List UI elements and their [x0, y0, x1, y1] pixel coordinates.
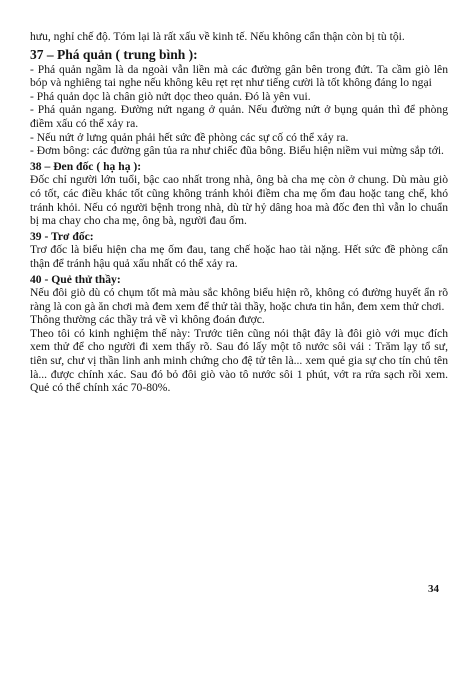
paragraph-dom-bong: - Đơm bông: các đường gân tủa ra như chiếc đũa bông. Biểu hiện niềm vui mừng sắp tới.: [30, 144, 444, 158]
paragraph-tro-doc: Trơ đốc là biểu hiện cha mẹ ốm đau, tang chế hoặc hao tài nặng. Hết sức đề phòng cẩn thận để tránh hậu quả xấu nhất có thể xảy ra.: [30, 243, 448, 270]
paragraph-que-thu-thay: Nếu đôi giò dù có chụm tốt mà màu sắc không biểu hiện rõ, không có đường huyết ẩn rõ ràng là con gà ăn chơi mà đem xem để thử tài thầy, hoặc chưa tin hẳn, đem xem thử chơi.: [30, 286, 448, 313]
section-heading-39: 39 - Trơ đốc:: [30, 229, 94, 243]
paragraph-thong-thuong: Thông thường các thầy trả về vì không đoán được.: [30, 313, 265, 327]
paragraph-pha-quan-ngang: - Phá quản ngang. Đường nứt ngang ở quản. Nếu đường nứt ở bụng quản thì để phòng điềm xấu có thể xảy ra.: [30, 103, 448, 130]
paragraph-pha-quan-doc: - Phá quản dọc là chân giò nứt dọc theo quản. Đó là yên vui.: [30, 89, 311, 103]
section-heading-40: 40 - Quẻ thử thầy:: [30, 272, 121, 286]
page-number: 34: [428, 583, 439, 595]
document-body: [30, 30, 448, 395]
paragraph-pha-quan-ngam: - Phá quản ngầm là da ngoài vẫn liền mà các đường gân bên trong đứt. Ta cầm giò lên bóp và nghiêng tai nghe nếu không kêu rẹt rẹt như tiếng cười là tốt không đáng lo ngại: [30, 62, 448, 90]
section-heading-37: 37 – Phá quản ( trung bình ):: [30, 46, 198, 62]
paragraph-lung-quan: - Nếu nứt ở lưng quản phải hết sức đề phòng các sự cố có thể xảy ra.: [30, 130, 349, 144]
paragraph-kinh-nghiem: Theo tôi có kinh nghiệm thế này: Trước tiên cũng nói thật đây là đôi giò với mục đích xem thử để cho người đi xem thấy rõ. Sau đó lấy một tô nước sôi vái : Trăm lạy tổ sư, tiên sư, chư vị thần linh anh minh chứng cho đệ tử tên là... xem quẻ gia sự cho tín chủ tên là... được chính xác. Sau đó bỏ đôi giò vào tô nước sôi 1 phút, vớt ra rửa sạch rồi xem. Quẻ có thể chính xác 70-80%.: [30, 326, 448, 395]
paragraph-den-doc: Đốc chỉ người lớn tuổi, bậc cao nhất trong nhà, ông bà cha mẹ còn ở chung. Dù màu giò có tốt, các điều khác tốt cũng không tránh khỏi điềm cha mẹ ốm đau hoặc tang chế, khó tránh khỏi. Nếu có người bệnh trong nhà, dù từ hỷ dâng hoa mà đốc đen thì vẫn lo chuẩn bị ma chay cho cha mẹ, ông bà, người đau ốm.: [30, 173, 448, 228]
paragraph-continuation: hưu, nghỉ chế độ. Tóm lại là rất xấu về kinh tế. Nếu không cẩn thận còn bị tù tội.: [30, 30, 405, 43]
section-heading-38: 38 – Đen đốc ( hạ hạ ):: [30, 159, 142, 173]
